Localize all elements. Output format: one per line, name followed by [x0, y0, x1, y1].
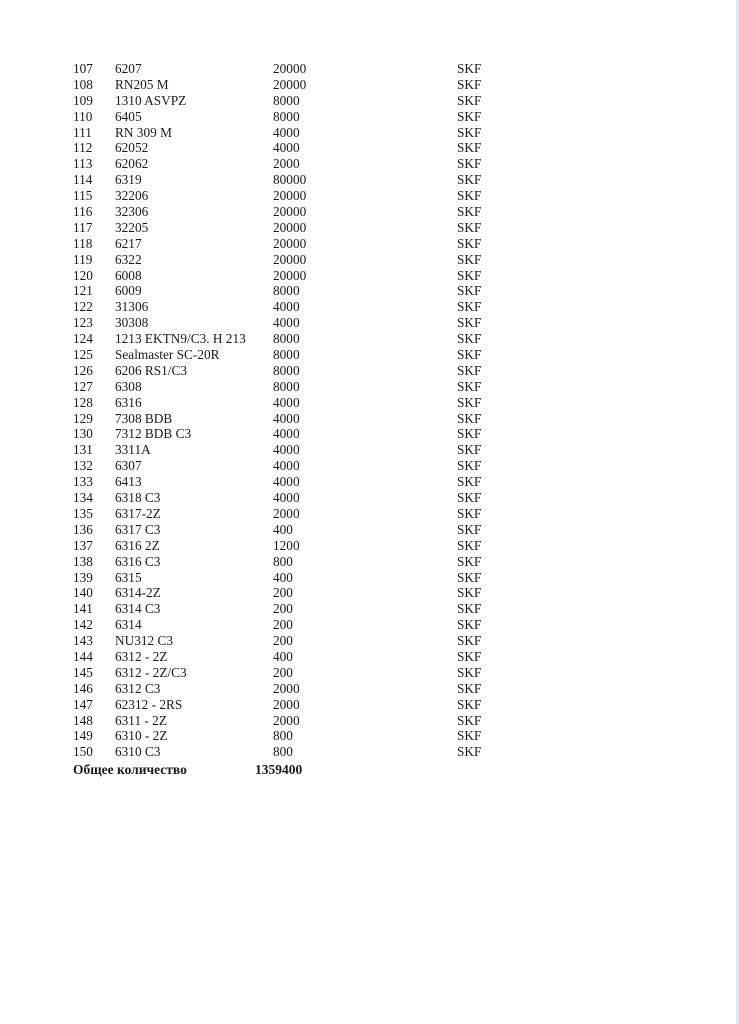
brand: SKF [457, 505, 482, 521]
part-code: 6206 RS1/C3 [115, 362, 188, 378]
quantity: 200 [273, 617, 293, 633]
brand: SKF [457, 744, 482, 760]
brand: SKF [457, 648, 482, 664]
brand: SKF [457, 61, 482, 76]
quantity: 200 [273, 664, 293, 680]
row-number: 147 [73, 696, 93, 712]
part-code: 6311 - 2Z [115, 712, 167, 728]
quantity: 4000 [273, 410, 300, 426]
part-code: 6312 - 2Z [115, 648, 168, 664]
row-number: 111 [73, 124, 92, 140]
row-number: 107 [73, 61, 93, 76]
quantity: 4000 [273, 299, 300, 315]
part-code: 6310 - 2Z [115, 728, 168, 744]
part-code: 6316 2Z [115, 537, 160, 553]
part-code: 6307 [115, 458, 142, 474]
quantity: 200 [273, 601, 293, 617]
brand: SKF [457, 394, 482, 410]
row-number: 127 [73, 378, 93, 394]
row-number: 148 [73, 712, 93, 728]
quantity: 20000 [273, 204, 307, 220]
brand: SKF [457, 664, 482, 680]
row-number: 115 [73, 188, 93, 204]
row-number: 126 [73, 362, 93, 378]
row-number: 136 [73, 521, 93, 537]
brand: SKF [457, 680, 482, 696]
part-code: 62062 [115, 156, 149, 172]
row-number: 145 [73, 664, 93, 680]
brand: SKF [457, 315, 482, 331]
brand: SKF [457, 283, 482, 299]
quantity: 4000 [273, 458, 300, 474]
row-number: 137 [73, 537, 93, 553]
part-code: 6405 [115, 108, 142, 124]
part-code: 32205 [115, 219, 149, 235]
quantity: 800 [273, 744, 293, 760]
brand: SKF [457, 585, 482, 601]
part-code: 6317 C3 [115, 521, 161, 537]
part-code: 6308 [115, 378, 142, 394]
part-code: 6008 [115, 267, 142, 283]
part-code: 6217 [115, 235, 142, 251]
row-number: 109 [73, 92, 93, 108]
quantity: 20000 [273, 76, 307, 92]
brand: SKF [457, 251, 482, 267]
row-number: 144 [73, 648, 93, 664]
quantity: 200 [273, 633, 293, 649]
quantity: 400 [273, 569, 293, 585]
row-number: 121 [73, 283, 93, 299]
brand: SKF [457, 124, 482, 140]
brand: SKF [457, 633, 482, 649]
part-code: 32306 [115, 204, 149, 220]
row-number: 140 [73, 585, 93, 601]
part-code: 6314 C3 [115, 601, 161, 617]
quantity: 4000 [273, 426, 300, 442]
quantity: 2000 [273, 712, 300, 728]
part-code: 62052 [115, 140, 149, 156]
quantity: 8000 [273, 92, 300, 108]
brand: SKF [457, 474, 482, 490]
total-label: Общее количество [73, 762, 187, 777]
brand: SKF [457, 458, 482, 474]
brand: SKF [457, 219, 482, 235]
brand: SKF [457, 569, 482, 585]
total-row [73, 762, 303, 778]
quantity: 4000 [273, 490, 300, 506]
brand: SKF [457, 378, 482, 394]
brand: SKF [457, 617, 482, 633]
row-number: 125 [73, 347, 93, 363]
row-number: 116 [73, 204, 93, 220]
row-number: 135 [73, 505, 93, 521]
part-code: 30308 [115, 315, 149, 331]
quantity: 20000 [273, 267, 307, 283]
row-number: 133 [73, 474, 93, 490]
row-number: 112 [73, 140, 93, 156]
row-number: 128 [73, 394, 93, 410]
quantity: 2000 [273, 156, 300, 172]
brand: SKF [457, 601, 482, 617]
part-code: 6312 - 2Z/C3 [115, 664, 187, 680]
brand: SKF [457, 331, 482, 347]
row-number: 113 [73, 156, 93, 172]
brand: SKF [457, 362, 482, 378]
quantity: 2000 [273, 505, 300, 521]
row-number: 118 [73, 235, 93, 251]
brand: SKF [457, 553, 482, 569]
row-number: 139 [73, 569, 93, 585]
part-code: 32206 [115, 188, 149, 204]
brand: SKF [457, 537, 482, 553]
brand: SKF [457, 712, 482, 728]
quantity: 20000 [273, 61, 307, 76]
part-code: 6322 [115, 251, 142, 267]
quantity: 200 [273, 585, 293, 601]
row-number: 132 [73, 458, 93, 474]
row-number: 117 [73, 219, 93, 235]
row-number: 146 [73, 680, 93, 696]
row-number: 134 [73, 490, 93, 506]
quantity: 4000 [273, 140, 300, 156]
row-number: 114 [73, 172, 93, 188]
row-number: 123 [73, 315, 93, 331]
row-number: 120 [73, 267, 93, 283]
quantity: 4000 [273, 474, 300, 490]
brand: SKF [457, 76, 482, 92]
brand: SKF [457, 267, 482, 283]
part-code: 6318 C3 [115, 490, 161, 506]
brand: SKF [457, 235, 482, 251]
total-value: 1359400 [255, 762, 303, 777]
quantity: 4000 [273, 442, 300, 458]
brand: SKF [457, 140, 482, 156]
brand: SKF [457, 188, 482, 204]
part-code: 6316 C3 [115, 553, 161, 569]
row-number: 131 [73, 442, 93, 458]
quantity: 20000 [273, 235, 307, 251]
brand: SKF [457, 108, 482, 124]
brand: SKF [457, 299, 482, 315]
part-code: 62312 - 2RS [115, 696, 183, 712]
part-code: RN205 M [115, 76, 169, 92]
brand: SKF [457, 204, 482, 220]
quantity: 8000 [273, 378, 300, 394]
row-number: 130 [73, 426, 93, 442]
quantity: 4000 [273, 124, 300, 140]
brand: SKF [457, 696, 482, 712]
quantity: 8000 [273, 362, 300, 378]
quantity: 400 [273, 521, 293, 537]
brand: SKF [457, 410, 482, 426]
row-number: 110 [73, 108, 93, 124]
brand: SKF [457, 728, 482, 744]
part-code: 6315 [115, 569, 142, 585]
row-number: 108 [73, 76, 93, 92]
part-code: Sealmaster SC-20R [115, 347, 220, 363]
brand: SKF [457, 347, 482, 363]
part-code: 7312 BDB C3 [115, 426, 192, 442]
row-number: 124 [73, 331, 93, 347]
part-code: RN 309 M [115, 124, 172, 140]
row-number: 122 [73, 299, 93, 315]
quantity: 8000 [273, 283, 300, 299]
part-code: 6207 [115, 61, 142, 76]
brand: SKF [457, 521, 482, 537]
part-code: 3311A [115, 442, 151, 458]
brand: SKF [457, 442, 482, 458]
part-code: 1213 EKTN9/C3. H 213 [115, 331, 246, 347]
quantity: 20000 [273, 219, 307, 235]
part-code: 6413 [115, 474, 142, 490]
quantity: 4000 [273, 315, 300, 331]
quantity: 80000 [273, 172, 307, 188]
quantity: 8000 [273, 347, 300, 363]
quantity: 20000 [273, 251, 307, 267]
part-code: 6310 C3 [115, 744, 161, 760]
brand: SKF [457, 172, 482, 188]
quantity: 20000 [273, 188, 307, 204]
part-code: 6316 [115, 394, 142, 410]
part-code: 6009 [115, 283, 142, 299]
quantity: 1200 [273, 537, 300, 553]
row-number: 150 [73, 744, 93, 760]
quantity: 2000 [273, 696, 300, 712]
part-code: 6319 [115, 172, 142, 188]
row-number: 119 [73, 251, 93, 267]
part-code: 1310 ASVPZ [115, 92, 187, 108]
part-code: NU312 C3 [115, 633, 173, 649]
quantity: 800 [273, 728, 293, 744]
brand: SKF [457, 92, 482, 108]
quantity: 2000 [273, 680, 300, 696]
part-code: 31306 [115, 299, 149, 315]
quantity: 800 [273, 553, 293, 569]
row-number: 142 [73, 617, 93, 633]
row-number: 143 [73, 633, 93, 649]
part-code: 6312 C3 [115, 680, 161, 696]
quantity: 400 [273, 648, 293, 664]
part-code: 7308 BDB [115, 410, 173, 426]
brand: SKF [457, 490, 482, 506]
row-number: 129 [73, 410, 93, 426]
quantity: 4000 [273, 394, 300, 410]
brand: SKF [457, 426, 482, 442]
part-code: 6314-2Z [115, 585, 161, 601]
row-number: 138 [73, 553, 93, 569]
part-code: 6317-2Z [115, 505, 161, 521]
quantity: 8000 [273, 108, 300, 124]
part-code: 6314 [115, 617, 142, 633]
quantity: 8000 [273, 331, 300, 347]
brand: SKF [457, 156, 482, 172]
row-number: 141 [73, 601, 93, 617]
row-number: 149 [73, 728, 93, 744]
